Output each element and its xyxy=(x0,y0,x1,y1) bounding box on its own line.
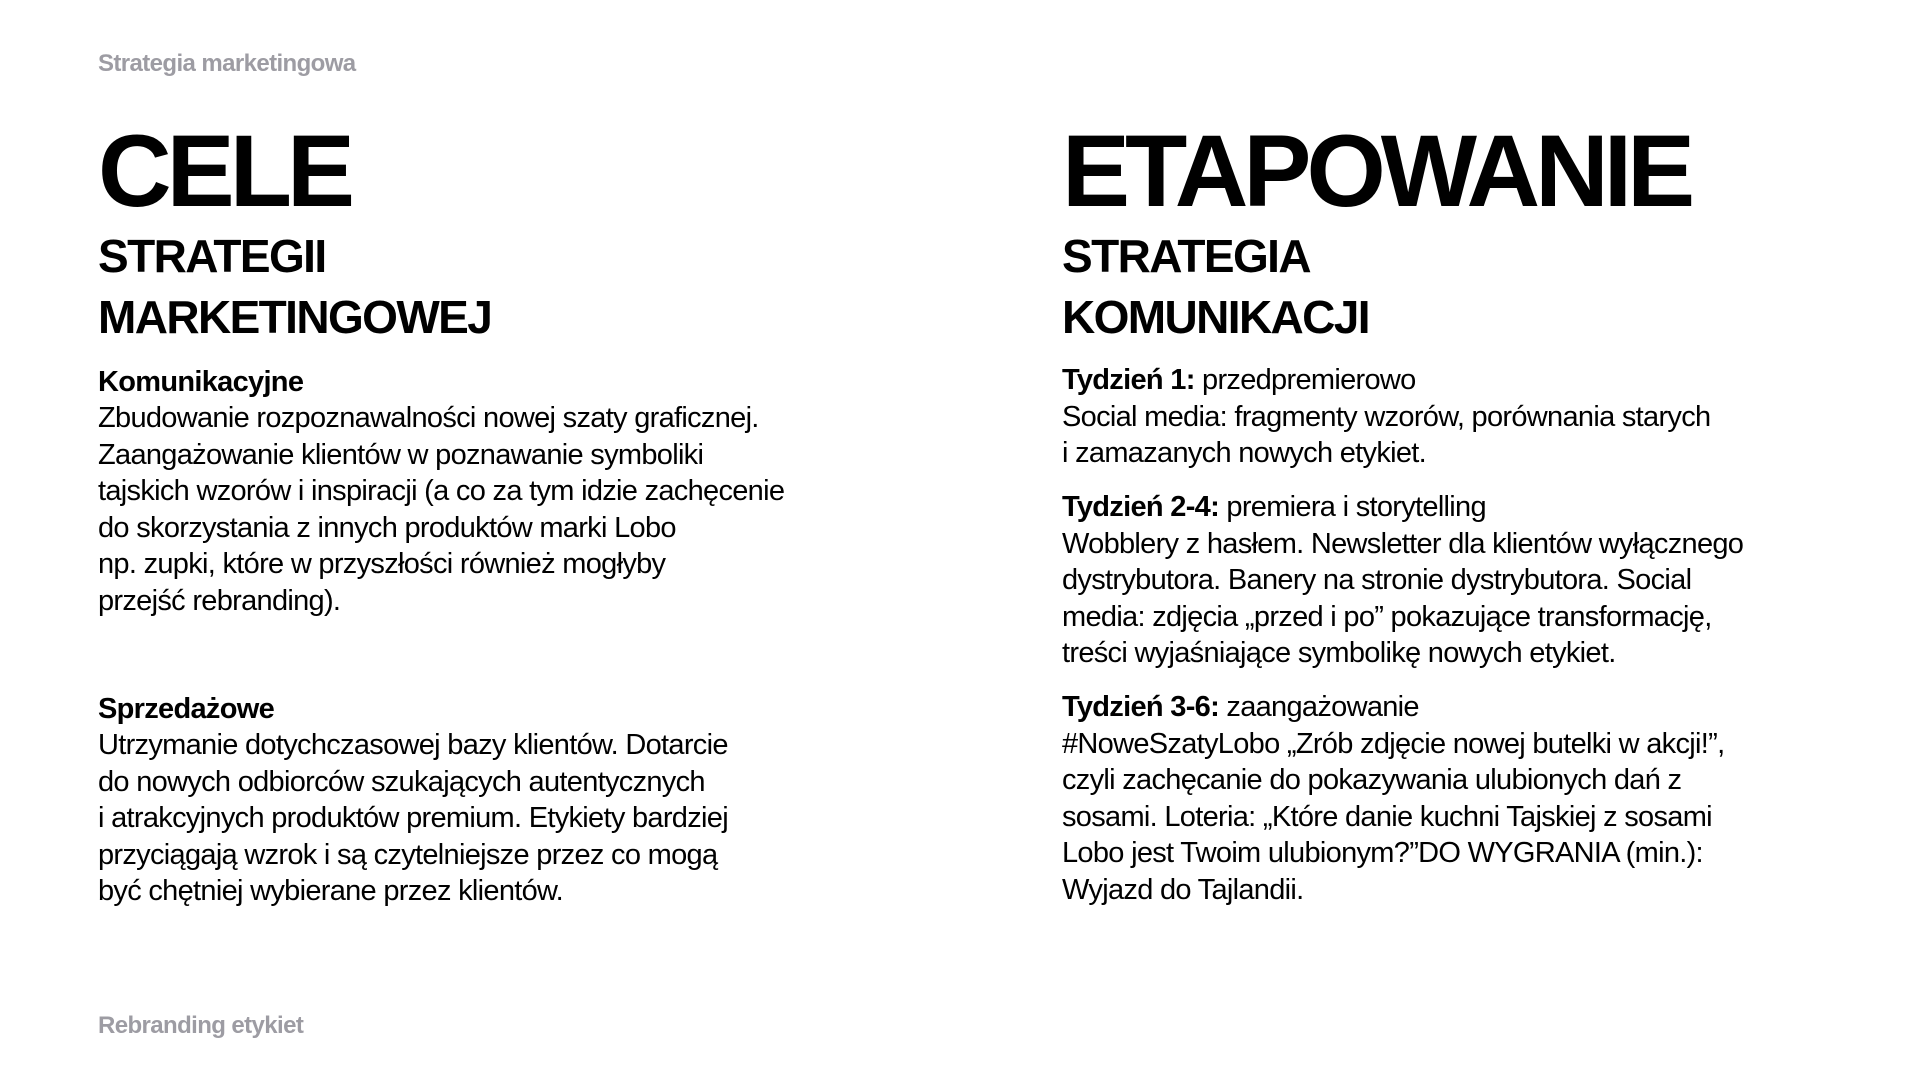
goals-subtitle-line1: STRATEGII xyxy=(98,230,326,282)
week-heading xyxy=(1062,689,1862,726)
goal-section-heading: Komunikacyjne xyxy=(98,366,304,398)
staging-subtitle xyxy=(1062,226,1862,348)
week-body: Social media: fragmenty wzorów, porównania starych i zamazanych nowych etykiet. xyxy=(1062,400,1711,469)
goals-subtitle xyxy=(98,226,978,348)
week-label: Tydzień 3-6: xyxy=(1062,691,1220,723)
week-phase: przedpremierowo xyxy=(1194,364,1416,396)
week-heading xyxy=(1062,489,1862,526)
week-section-1 xyxy=(1062,362,1862,472)
week-section-2 xyxy=(1062,489,1862,672)
staging-column xyxy=(1062,114,1862,348)
goal-section-heading: Sprzedażowe xyxy=(98,693,275,725)
week-body: Wobblery z hasłem. Newsletter dla klientów wyłącznego dystrybutora. Banery na stronie dystrybutora. Social media: zdjęcia „przed i po” pokazujące transformację, treści wyjaśniające symbolikę nowych etykiet. xyxy=(1062,527,1744,669)
week-label: Tydzień 1: xyxy=(1062,364,1195,396)
week-heading xyxy=(1062,362,1862,399)
goals-title: CELE xyxy=(98,114,351,228)
staging-subtitle-line2: KOMUNIKACJI xyxy=(1062,291,1369,343)
week-phase: premiera i storytelling xyxy=(1219,491,1486,523)
week-phase: zaangażowanie xyxy=(1219,691,1419,723)
week-body: #NoweSzatyLobo „Zrób zdjęcie nowej butelki w akcji!”, czyli zachęcanie do pokazywania ulubionych dań z sosami. Loteria: „Które danie kuchni Tajskiej z sosami Lobo jest Twoim ulubionym?”DO WYGRANIA (min.): Wyjazd do Tajlandii. xyxy=(1062,727,1725,906)
staging-subtitle-line1: STRATEGIA xyxy=(1062,230,1310,282)
goal-section-body: Zbudowanie rozpoznawalności nowej szaty graficznej. Zaangażowanie klientów w poznawanie symboliki tajskich wzorów i inspiracji (a co za tym idzie zachęcenie do skorzystania z innych produktów marki Lobo np. zupki, które w przyszłości również mogłyby przejść rebranding). xyxy=(98,402,785,617)
header-label: Strategia marketingowa xyxy=(98,50,356,77)
goal-section-communication xyxy=(98,364,978,619)
footer-label: Rebranding etykiet xyxy=(98,1012,304,1039)
staging-title: ETAPOWANIE xyxy=(1062,114,1691,228)
goals-column xyxy=(98,114,978,348)
goal-section-sales xyxy=(98,691,978,910)
week-label: Tydzień 2-4: xyxy=(1062,491,1220,523)
week-section-3 xyxy=(1062,689,1862,908)
goals-subtitle-line2: MARKETINGOWEJ xyxy=(98,291,492,343)
goal-section-body: Utrzymanie dotychczasowej bazy klientów. Dotarcie do nowych odbiorców szukających autentycznych i atrakcyjnych produktów premium. Etykiety bardziej przyciągają wzrok i są czytelniejsze przez co mogą być chętniej wybierane przez klientów. xyxy=(98,729,728,907)
